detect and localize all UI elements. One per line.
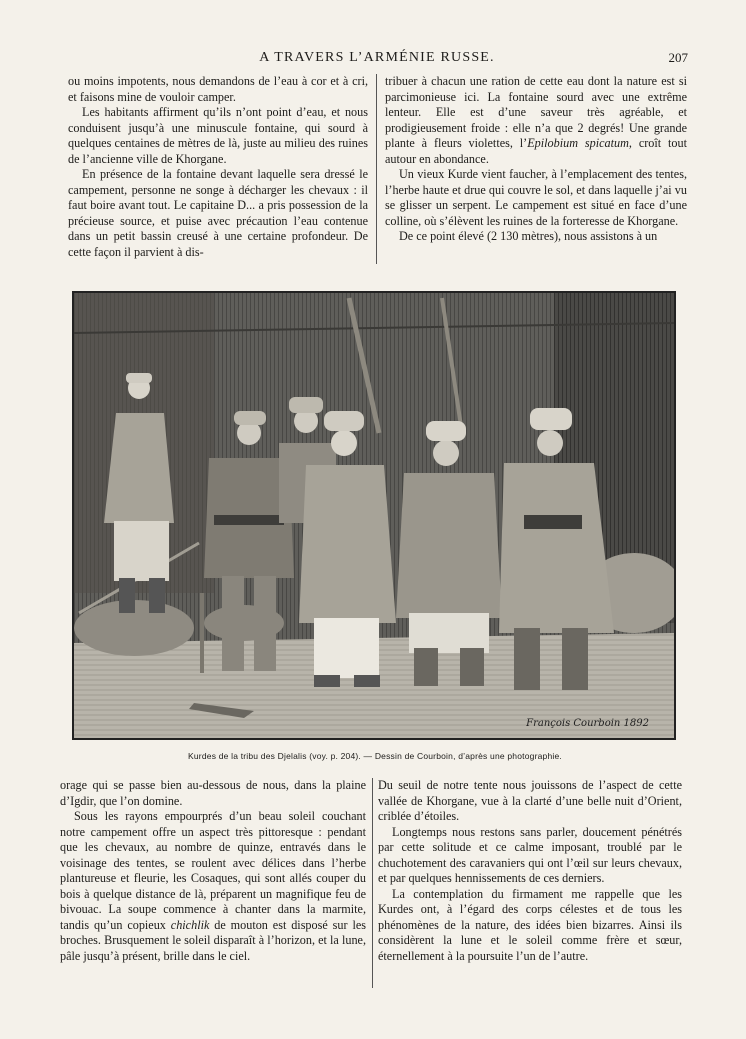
engraving-illustration: [72, 291, 676, 740]
text-run: , croît tout autour en abondance.: [385, 136, 687, 166]
paragraph: Un vieux Kurde vient faucher, à l’emplacement des tentes, l’herbe haute et drue qui couvre le sol, et dans laquelle j’ai vu se glisser un serpent. Le campement est situé en face d’une colline, où s’élèvent les ruines de la forteresse de Khorgane.: [385, 167, 687, 228]
paragraph: Les habitants affirment qu’ils n’ont point d’eau, et nous conduisent jusqu’à une minuscule fontaine, qui sourd à quelques centaines de mètres de là, juste au milieu des ruines de l’ancienne ville de Khorgane.: [68, 105, 368, 166]
text-run: de mouton est disposé sur les broches. Brusquement le soleil disparaît à l’horizon, et la lune, pâle jusqu’à présent, brille dans le ciel.: [60, 917, 366, 963]
text-run: Sous les rayons empourprés d’un beau soleil couchant notre campement offre un aspect très pittoresque : pendant que les chevaux, au nombre de quinze, entravés dans le voisinage des tentes, se roulent avec délices dans l’herbe plantureuse et fleurie, les Cosaques, qui sont allés couper du bois à quelque distance de là, préparent un magnifique feu de bivouac. La soupe commence à chanter dans la marmite, tandis qu’un copieux: [60, 809, 366, 932]
paragraph: Du seuil de notre tente nous jouissons de l’aspect de cette vallée de Khorgane, vue à la clarté d’une belle nuit d’Orient, criblée d’étoiles.: [378, 778, 682, 823]
italic-text: chichlik: [170, 917, 210, 932]
running-head: A TRAVERS L’ARMÉNIE RUSSE.: [259, 50, 495, 65]
page-number: 207: [668, 50, 688, 65]
page-header: [66, 50, 688, 70]
artist-signature: François Courboin 1892: [526, 718, 649, 729]
paragraph: orage qui se passe bien au-dessous de nous, dans la plaine d’Igdir, que l’on domine.: [60, 778, 366, 808]
paragraph: [385, 74, 687, 167]
column-top-left: [68, 74, 368, 260]
column-bottom-right: [378, 778, 682, 964]
figure-caption: Kurdes de la tribu des Djelalis (voy. p. 204). — Dessin de Courboin, d’après une photographie.: [188, 751, 562, 761]
column-bottom-left: [60, 778, 366, 964]
text-run: tribuer à chacun une ration de cette eau dont la nature est si parcimonieuse ici. La fontaine sourd avec une extrême lenteur. Elle est d’une saveur très agréable, et prodigieusement froide : elle n’a que 2 degrés! Une grande plante à fleurs violettes, l’: [385, 74, 687, 150]
paragraph: [60, 809, 366, 964]
paragraph: ou moins impotents, nous demandons de l’eau à cor et à cri, et faisons mine de vouloir camper.: [68, 74, 368, 104]
column-top-right: [385, 74, 687, 245]
paragraph: De ce point élevé (2 130 mètres), nous assistons à un: [399, 229, 658, 243]
engraving-svg: [74, 293, 674, 738]
paragraph: La contemplation du firmament me rappelle que les Kurdes ont, à l’égard des corps célestes et de tous les phénomènes de la nature, des idées bien bizarres. Ainsi ils considèrent la lune et le soleil comme frère et sœur, éternellement à la poursuite l’un de l’autre.: [378, 886, 682, 963]
column-rule: [376, 74, 377, 264]
column-rule: [372, 778, 373, 988]
paragraph: En présence de la fontaine devant laquelle sera dressé le campement, personne ne songe à décharger les chevaux : il faut boire avant tout. Le capitaine D... a pris possession de la précieuse source, et puise avec précaution l’eau contenue dans un petit bassin creusé à une certaine profondeur. De cette façon il parvient à dis-: [68, 167, 368, 259]
italic-text: Epilobium spicatum: [527, 136, 629, 150]
paragraph: Longtemps nous restons sans parler, doucement pénétrés par cette solitude et ce calme imposant, troublé par le chuchotement des caravaniers qui ont l’œil sur leurs chevaux, et par quelques hennissements de ces derniers.: [378, 824, 682, 885]
